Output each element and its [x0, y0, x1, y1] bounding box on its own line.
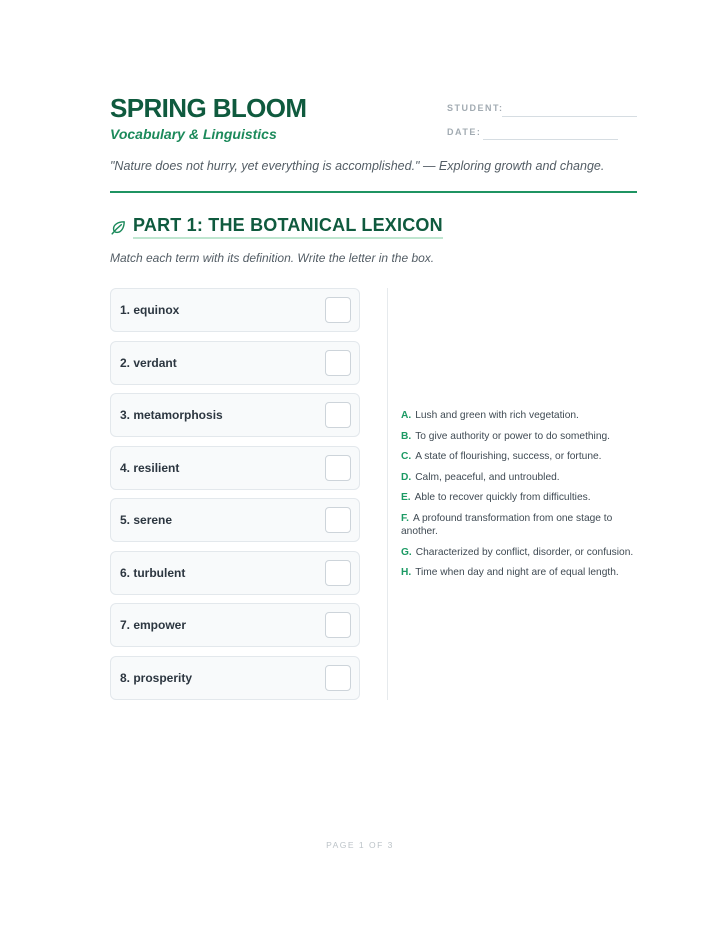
definition-item [401, 471, 641, 485]
definition-letter: E. [401, 492, 411, 503]
definition-letter: A. [401, 410, 412, 421]
answer-box[interactable] [325, 665, 351, 691]
term-row [110, 393, 360, 437]
section-instructions: Match each term with its definition. Write the letter in the box. [110, 251, 435, 265]
definition-text: Characterized by conflict, disorder, or confusion. [415, 546, 634, 558]
page-number: PAGE 1 OF 3 [326, 840, 394, 850]
date-field[interactable] [483, 139, 618, 140]
answer-box[interactable] [325, 350, 351, 376]
definition-letter: B. [401, 430, 412, 442]
definition-text: A state of flourishing, success, or fortune. [415, 451, 602, 462]
definition-list [401, 409, 641, 587]
answer-box[interactable] [325, 297, 351, 323]
answer-box[interactable] [325, 455, 351, 481]
term-row [110, 656, 360, 700]
term-row [110, 551, 360, 595]
definition-item [401, 450, 641, 464]
term-label: 7. empower [120, 618, 187, 632]
definition-letter: D. [401, 471, 412, 483]
definition-letter: H. [401, 567, 412, 578]
section-title: PART 1: THE BOTANICAL LEXICON [133, 215, 443, 239]
definition-text: Time when day and night are of equal length. [415, 567, 619, 578]
student-label: STUDENT: [447, 103, 504, 113]
term-label: 1. equinox [120, 303, 180, 317]
definition-letter: F. [401, 512, 409, 524]
section-header [110, 213, 443, 241]
term-label: 8. prosperity [120, 670, 193, 685]
answer-box[interactable] [325, 560, 351, 586]
term-label: 6. turbulent [120, 565, 186, 580]
definition-item [401, 566, 641, 580]
term-row [110, 341, 360, 385]
intro-quote: "Nature does not hurry, yet everything is accomplished." — Exploring growth and change. [110, 159, 605, 173]
term-row [110, 446, 360, 490]
definition-item [401, 491, 641, 505]
definition-item [401, 546, 641, 560]
definition-text: Calm, peaceful, and untroubled. [415, 471, 560, 483]
worksheet-subtitle: Vocabulary & Linguistics [110, 126, 277, 142]
definition-item [401, 512, 641, 539]
definition-text: A profound transformation from one stage to another. [401, 512, 613, 537]
definition-text: Able to recover quickly from difficulties. [414, 492, 591, 503]
student-name-field[interactable] [502, 116, 637, 117]
term-row [110, 288, 360, 332]
leaf-icon [110, 219, 127, 236]
term-row [110, 498, 360, 542]
answer-box[interactable] [325, 402, 351, 428]
term-label: 5. serene [120, 513, 173, 527]
definition-item [401, 409, 641, 423]
header-divider [110, 191, 637, 193]
term-list [110, 288, 360, 708]
definition-text: To give authority or power to do something. [415, 430, 610, 442]
term-label: 4. resilient [120, 460, 180, 475]
column-divider [387, 288, 388, 700]
term-label: 3. metamorphosis [120, 408, 223, 422]
date-label: DATE: [447, 127, 482, 137]
definition-text: Lush and green with rich vegetation. [415, 410, 579, 421]
definition-item [401, 430, 641, 444]
definition-letter: C. [401, 451, 412, 462]
definition-letter: G. [401, 546, 412, 558]
term-row [110, 603, 360, 647]
answer-box[interactable] [325, 507, 351, 533]
answer-box[interactable] [325, 612, 351, 638]
worksheet-title: SPRING BLOOM [110, 93, 307, 123]
term-label: 2. verdant [120, 355, 177, 370]
